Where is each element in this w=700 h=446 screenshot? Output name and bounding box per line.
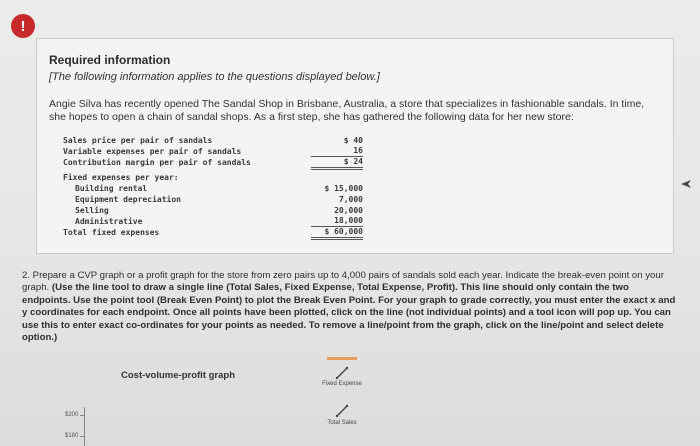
graph-title: Cost-volume-profit graph bbox=[121, 370, 235, 381]
total-fixed-label: Total fixed expenses bbox=[63, 228, 160, 237]
table-row bbox=[63, 157, 363, 168]
selling-label: Selling bbox=[75, 206, 109, 215]
selling-value: 20,000 bbox=[334, 206, 363, 215]
fixed-expense-tool-label[interactable]: Fixed Expense bbox=[322, 381, 362, 387]
alert-icon: ! bbox=[11, 14, 35, 38]
graph-tool-panel bbox=[312, 357, 372, 437]
administrative-label: Administrative bbox=[75, 217, 143, 226]
info-paragraph: Angie Silva has recently opened The Sandal Shop in Brisbane, Australia, a store that specializes in fashionable sandals. In time, she hopes to open a chain of sandal shops. As a first step, she has gathered the following data for her new store: bbox=[49, 98, 645, 123]
graph-y-axis bbox=[84, 407, 85, 446]
contribution-margin-label: Contribution margin per pair of sandals bbox=[63, 158, 251, 167]
info-note: [The following information applies to the questions displayed below.] bbox=[49, 71, 380, 83]
building-rental-label: Building rental bbox=[75, 184, 148, 193]
table-row bbox=[63, 216, 363, 227]
administrative-value: 18,000 bbox=[311, 216, 363, 227]
sales-price-label: Sales price per pair of sandals bbox=[63, 136, 213, 145]
requirement-text bbox=[22, 270, 677, 344]
fixed-expense-color-swatch bbox=[327, 357, 357, 360]
requirement-part1: 2. Prepare a CVP graph or a profit graph for the store from zero pairs up to 4,000 pairs of sandals sold each year. Indicate the break-even point on your graph. bbox=[22, 270, 664, 294]
total-sales-tool-label[interactable]: Total Sales bbox=[327, 420, 357, 426]
line-tool-icon[interactable] bbox=[334, 365, 350, 381]
line-tool-icon[interactable] bbox=[334, 403, 350, 419]
cursor-arrow-icon bbox=[681, 178, 693, 190]
equipment-depreciation-label: Equipment depreciation bbox=[75, 195, 181, 204]
y-tick-label: $180 bbox=[65, 433, 79, 439]
table-row bbox=[63, 172, 363, 183]
data-table bbox=[63, 135, 363, 238]
info-title: Required information bbox=[49, 53, 171, 67]
table-row bbox=[63, 205, 363, 216]
total-fixed-value: $ 60,000 bbox=[311, 227, 363, 240]
variable-expense-value: 16 bbox=[311, 146, 363, 157]
equipment-depreciation-value: 7,000 bbox=[338, 195, 363, 204]
sales-price-value: $ 40 bbox=[343, 136, 363, 145]
building-rental-value: $ 15,000 bbox=[324, 184, 363, 193]
y-tick-label: $200 bbox=[65, 412, 79, 418]
required-information-panel bbox=[36, 38, 674, 254]
fixed-expenses-header: Fixed expenses per year: bbox=[63, 173, 179, 182]
table-row bbox=[63, 194, 363, 205]
variable-expense-label: Variable expenses per pair of sandals bbox=[63, 147, 242, 156]
table-row bbox=[63, 227, 363, 238]
table-row bbox=[63, 135, 363, 146]
contribution-margin-value: $ 24 bbox=[311, 157, 363, 170]
table-row bbox=[63, 146, 363, 157]
requirement-instructions: (Use the line tool to draw a single line (Total Sales, Fixed Expense, Total Expense, Profit). This line should only contain the two endpoints. Use the point tool (Break Even Point) to plot the Break Even Point. For your graph to grade correctly, you must enter the exact x and y coordinates for each endpoint. Once all points have been plotted, click on the line (not individual points) and a tool icon will pop up. You can use this to enter exact co-ordinates for your points as needed. To remove a line/point from the graph, click on the line/point and select delete option.) bbox=[22, 282, 676, 344]
table-row bbox=[63, 183, 363, 194]
